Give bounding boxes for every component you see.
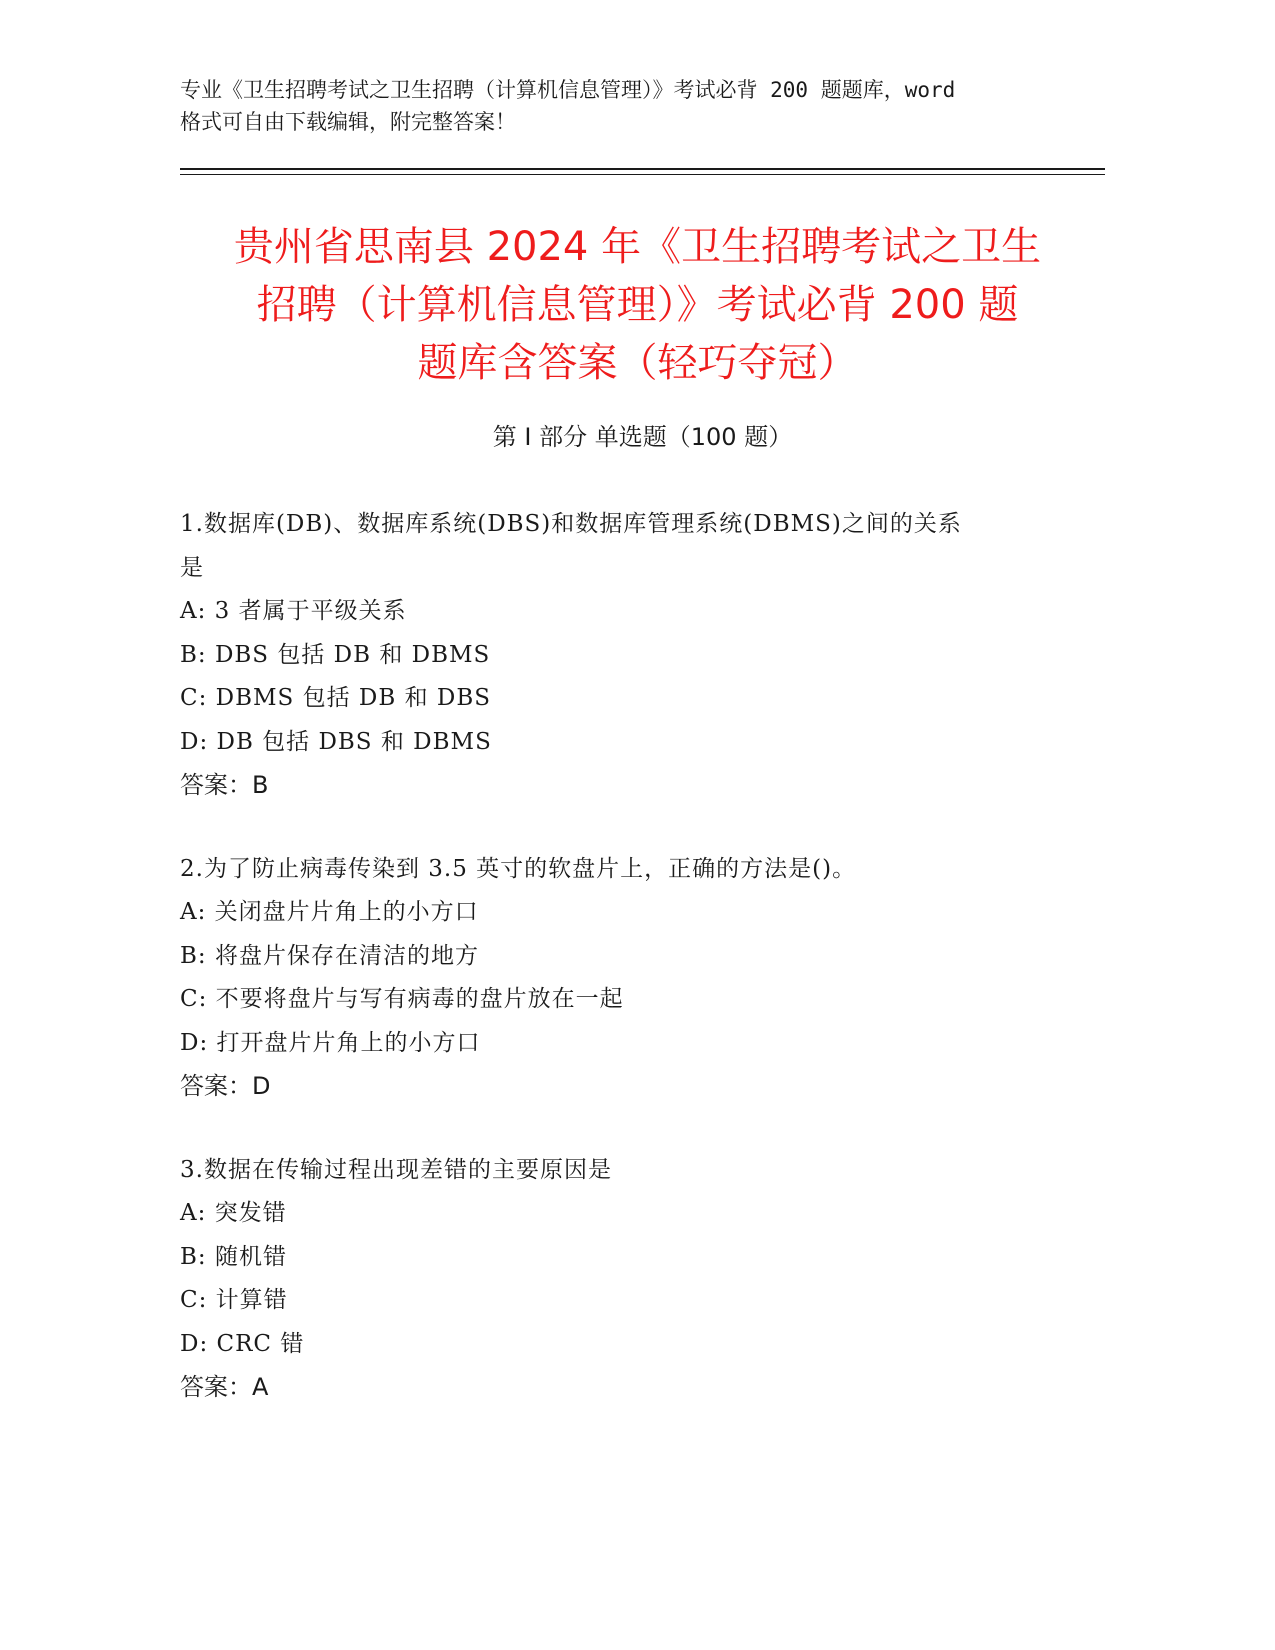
- option-c: C: DBMS 包括 DB 和 DBS: [180, 685, 491, 711]
- header-divider-thick: [180, 168, 1105, 170]
- answer-label: 答案：D: [180, 1072, 271, 1100]
- question-stem: 1.数据库(DB)、数据库系统(DBS)和数据库管理系统(DBMS)之间的关系: [180, 511, 962, 537]
- option-d: D: 打开盘片片角上的小方口: [180, 1029, 481, 1056]
- section-title: 第 I 部分 单选题（100 题）: [492, 423, 793, 451]
- header-note-line-1: 专业《卫生招聘考试之卫生招聘（计算机信息管理）》考试必背 200 题题库，word: [180, 78, 956, 102]
- header-divider-thin: [180, 174, 1105, 175]
- question-stem: 2.为了防止病毒传染到 3.5 英寸的软盘片上，正确的方法是()。: [180, 855, 857, 882]
- question-stem: 3.数据在传输过程出现差错的主要原因是: [180, 1156, 612, 1183]
- option-b: B: 随机错: [180, 1243, 287, 1270]
- option-c: C: 不要将盘片与写有病毒的盘片放在一起: [180, 986, 624, 1012]
- question-3: [180, 1149, 1060, 1410]
- header-note: [180, 74, 1060, 138]
- option-a: A: 关闭盘片片角上的小方口: [180, 899, 479, 925]
- option-a: A: 3 者属于平级关系: [180, 598, 407, 624]
- document-title-line-1: 贵州省思南县 2024 年《卫生招聘考试之卫生: [233, 224, 1042, 270]
- question-stem-continued: 是: [180, 554, 204, 581]
- question-list: [180, 503, 1060, 1450]
- option-d: D: DB 包括 DBS 和 DBMS: [180, 728, 492, 755]
- option-d: D: CRC 错: [180, 1330, 305, 1357]
- answer-label: 答案：B: [180, 771, 269, 799]
- header-note-line-2: 格式可自由下载编辑，附完整答案！: [180, 110, 516, 134]
- question-1: [180, 503, 1060, 808]
- answer-label: 答案：A: [180, 1373, 269, 1401]
- option-c: C: 计算错: [180, 1287, 288, 1313]
- option-b: B: DBS 包括 DB 和 DBMS: [180, 641, 491, 668]
- question-2: [180, 848, 1060, 1109]
- option-b: B: 将盘片保存在清洁的地方: [180, 942, 479, 969]
- document-title-line-2: 招聘（计算机信息管理）》考试必背 200 题: [256, 282, 1019, 328]
- document-title: [150, 218, 1125, 392]
- option-a: A: 突发错: [180, 1200, 287, 1226]
- document-title-line-3: 题库含答案（轻巧夺冠）: [417, 340, 858, 386]
